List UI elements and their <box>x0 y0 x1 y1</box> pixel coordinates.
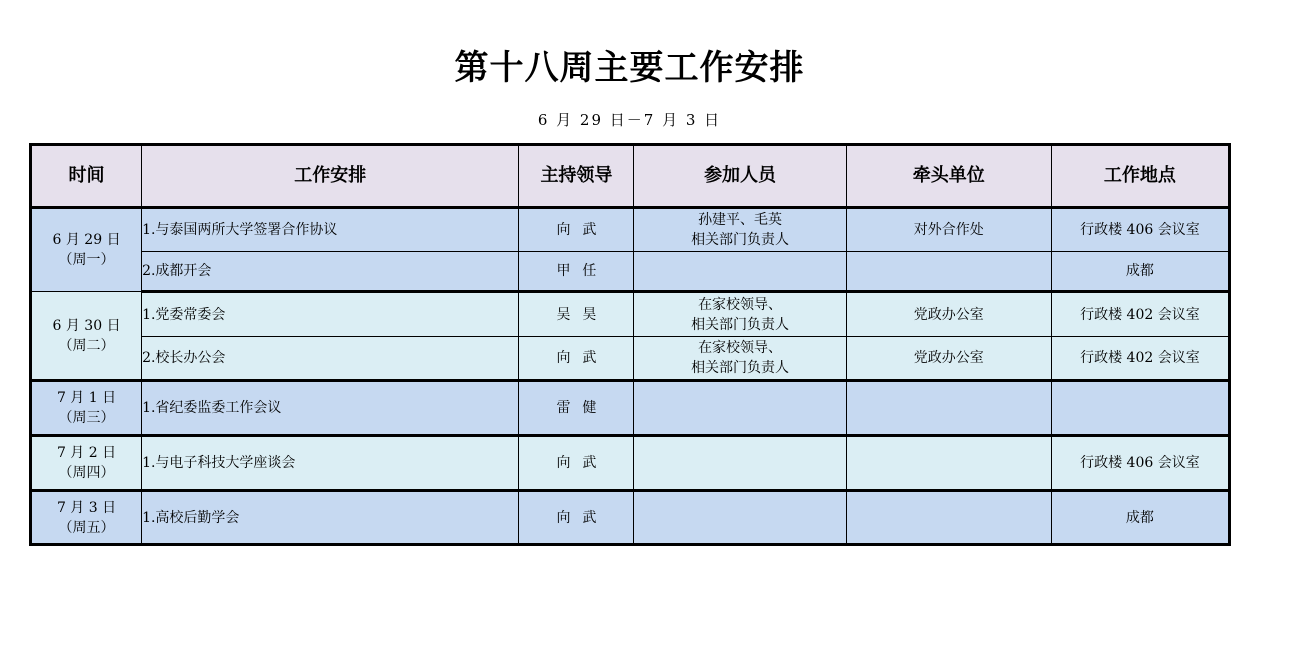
leader-cell: 雷健 <box>519 381 634 436</box>
participants-line: 相关部门负责人 <box>691 360 790 376</box>
participants-cell <box>634 436 846 491</box>
table-row <box>31 381 1230 436</box>
participants-line: 在家校领导、 <box>698 296 783 313</box>
task-cell: 2.校长办公会 <box>142 337 519 381</box>
place-cell <box>1051 381 1229 436</box>
unit-cell <box>846 436 1051 491</box>
date-label: 7 月 1 日 <box>56 390 117 406</box>
task-cell: 1.与电子科技大学座谈会 <box>142 436 519 491</box>
task-cell: 1.与泰国两所大学签署合作协议 <box>142 208 519 252</box>
place-cell: 行政楼 406 会议室 <box>1051 436 1229 491</box>
date-cell <box>31 208 142 292</box>
unit-cell: 对外合作处 <box>846 208 1051 252</box>
table-row <box>31 337 1230 381</box>
table-row <box>31 491 1230 545</box>
task-cell: 1.省纪委监委工作会议 <box>142 381 519 436</box>
place-cell: 行政楼 402 会议室 <box>1051 292 1229 337</box>
table-row <box>31 208 1230 252</box>
task-cell: 1.高校后勤学会 <box>142 491 519 545</box>
leader-cell: 向武 <box>519 208 634 252</box>
table-row <box>31 252 1230 292</box>
place-cell: 行政楼 406 会议室 <box>1051 208 1229 252</box>
header-leader: 主持领导 <box>519 145 634 208</box>
date-label: 7 月 3 日 <box>56 499 117 516</box>
place-cell: 成都 <box>1051 491 1229 545</box>
date-cell <box>31 381 142 436</box>
participants-line: 孙建平、毛英 <box>698 212 783 228</box>
participants-cell <box>634 337 846 381</box>
participants-cell <box>634 208 846 252</box>
participants-cell <box>634 491 846 545</box>
leader-cell: 向武 <box>519 337 634 381</box>
task-cell: 1.党委常委会 <box>142 292 519 337</box>
participants-line: 在家校领导、 <box>698 340 783 356</box>
leader-cell: 向武 <box>519 491 634 545</box>
weekday-label: （周一） <box>58 252 115 268</box>
date-cell <box>31 436 142 491</box>
unit-cell: 党政办公室 <box>846 337 1051 381</box>
participants-cell <box>634 252 846 292</box>
table-header-row <box>31 145 1230 208</box>
header-time: 时间 <box>31 145 142 208</box>
participants-line: 相关部门负责人 <box>691 232 790 248</box>
unit-cell <box>846 381 1051 436</box>
table-row <box>31 292 1230 337</box>
header-participants: 参加人员 <box>634 145 846 208</box>
header-place: 工作地点 <box>1051 145 1229 208</box>
task-cell: 2.成都开会 <box>142 252 519 292</box>
date-range: 6 月 29 日－7 月 3 日 <box>537 111 722 129</box>
unit-cell <box>846 252 1051 292</box>
weekday-label: （周五） <box>58 519 115 536</box>
date-cell <box>31 292 142 381</box>
date-label: 6 月 29 日 <box>52 232 121 248</box>
header-task: 工作安排 <box>142 145 519 208</box>
weekday-label: （周三） <box>58 410 115 426</box>
table-row <box>31 436 1230 491</box>
unit-cell <box>846 491 1051 545</box>
header-unit: 牵头单位 <box>846 145 1051 208</box>
participants-cell <box>634 381 846 436</box>
participants-line: 相关部门负责人 <box>691 316 790 333</box>
date-label: 7 月 2 日 <box>56 445 117 461</box>
place-cell: 行政楼 402 会议室 <box>1051 337 1229 381</box>
weekday-label: （周四） <box>58 465 115 481</box>
place-cell: 成都 <box>1051 252 1229 292</box>
schedule-table <box>29 143 1231 546</box>
leader-cell: 甲任 <box>519 252 634 292</box>
leader-cell: 吴昊 <box>519 292 634 337</box>
participants-cell <box>634 292 846 337</box>
date-label: 6 月 30 日 <box>52 317 121 334</box>
date-cell <box>31 491 142 545</box>
weekday-label: （周二） <box>58 337 115 354</box>
page-title: 第十八周主要工作安排 <box>454 48 805 88</box>
unit-cell: 党政办公室 <box>846 292 1051 337</box>
leader-cell: 向武 <box>519 436 634 491</box>
